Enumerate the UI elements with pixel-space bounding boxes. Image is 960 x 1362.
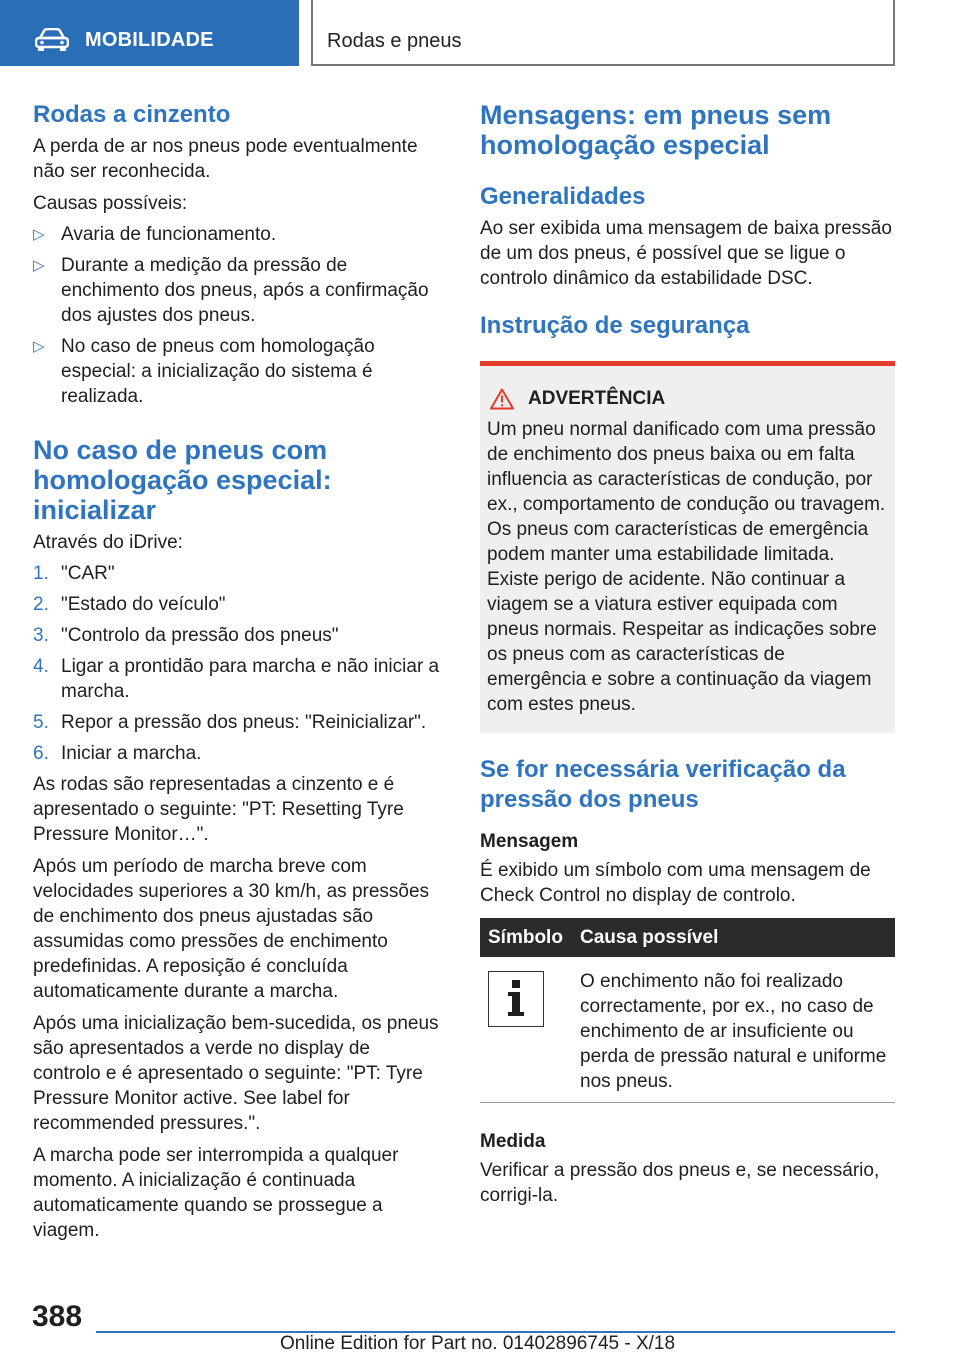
heading-check-pressure: Se for necessária verificação da pressão dos pneus — [480, 756, 846, 813]
footer-edition: Online Edition for Part no. 01402896745 - X/18 — [280, 1333, 676, 1354]
paragraph: Ao ser exibida uma mensagem de baixa pressão de um dos pneus, é possível que se ligue o controlo dinâmico da estabilidade DSC. — [480, 218, 892, 289]
heading-general: Generalidades — [480, 183, 646, 210]
heading-initialize: No caso de pneus com homologação especial: inicializar — [33, 435, 332, 525]
chapter-title: Rodas e pneus — [327, 30, 462, 52]
triangle-bullet-icon: ▷ — [33, 257, 45, 274]
list-item: 3. "Controlo da pressão dos pneus" — [33, 625, 339, 646]
causes-list — [33, 222, 441, 409]
chapter-header — [311, 0, 895, 66]
table-cell-cause: O enchimento não foi realizado correctamente, por ex., no caso de enchimento de ar insuficiente ou perda de pressão natural e uniforme nos pneus. — [572, 957, 895, 1103]
list-item: 6. Iniciar a marcha. — [33, 743, 202, 764]
paragraph: Após um período de marcha breve com velocidades superiores a 30 km/h, as pressões de enchimento dos pneus ajustadas são assumidas como pressões de enchimento predefinidas. A reposição é concluída automaticamente durante a marcha. — [33, 856, 430, 1002]
heading-messages: Mensagens: em pneus sem homologação especial — [480, 100, 832, 160]
paragraph: A perda de ar nos pneus pode eventualmente não ser reconhecida. — [33, 136, 418, 182]
table-header-symbol: Símbolo — [480, 918, 572, 957]
paragraph: Verificar a pressão dos pneus e, se necessário, corrigi-la. — [480, 1160, 880, 1206]
warning-text: Um pneu normal danificado com uma pressão de enchimento dos pneus baixa ou em falta influencia as características de condução, por ex., comportamento de condução ou travagem. Os pneus com características de emergência podem manter uma estabilidade limitada. Existe perigo de acidente. Não continuar a viagem se a viatura estiver equipada com pneus normais. Respeitar as indicações sobre os pneus com as características de emergência e sobre a continuação da viagem com estes pneus. — [487, 419, 886, 715]
left-column — [33, 100, 441, 1243]
warning-title: ADVERTÊNCIA — [487, 386, 888, 411]
car-icon — [35, 28, 69, 52]
subheading-medida: Medida — [480, 1131, 546, 1152]
paragraph: É exibido um símbolo com uma mensagem de Check Control no display de controlo. — [480, 860, 871, 906]
triangle-bullet-icon: ▷ — [33, 338, 45, 355]
list-item: ▷ Durante a medição da pressão de enchimento dos pneus, após a confirmação dos ajustes dos pneus. — [33, 255, 429, 326]
symbol-table — [480, 918, 895, 1103]
heading-safety: Instrução de segurança — [480, 312, 750, 339]
paragraph: Através do iDrive: — [33, 532, 183, 553]
list-item: 2. "Estado do veículo" — [33, 594, 226, 615]
list-item: ▷ Avaria de funcionamento. — [33, 224, 277, 245]
right-column — [480, 100, 895, 1208]
list-item: 4. Ligar a prontidão para marcha e não iniciar a marcha. — [33, 656, 440, 702]
list-item: 1. "CAR" — [33, 563, 115, 584]
table-row — [480, 957, 895, 1103]
list-item: ▷ No caso de pneus com homologação especial: a inicialização do sistema é realizada. — [33, 336, 375, 407]
list-item: 5. Repor a pressão dos pneus: "Reinicializar". — [33, 712, 427, 733]
page-header — [0, 0, 960, 66]
paragraph: Após uma inicialização bem-sucedida, os pneus são apresentados a verde no display de controlo e é apresentado o seguinte: "PT: Tyre Pressure Monitor active. See label for recommended pressures.". — [33, 1013, 439, 1134]
info-icon — [488, 971, 544, 1027]
steps-list — [33, 561, 441, 766]
table-header-cause: Causa possível — [572, 918, 895, 957]
section-label: MOBILIDADE — [85, 29, 214, 51]
paragraph: Causas possíveis: — [33, 193, 188, 214]
heading-grey-wheels: Rodas a cinzento — [33, 101, 231, 128]
paragraph: A marcha pode ser interrompida a qualquer momento. A inicialização é continuada automaticamente quando se prossegue a viagem. — [33, 1145, 399, 1241]
section-tab[interactable] — [0, 0, 299, 66]
warning-triangle-icon — [490, 388, 514, 410]
subheading-mensagem: Mensagem — [480, 831, 579, 852]
paragraph: As rodas são representadas a cinzento e é apresentado o seguinte: "PT: Resetting Tyre Pressure Monitor…". — [33, 774, 404, 845]
triangle-bullet-icon: ▷ — [33, 226, 45, 243]
page-number: 388 — [32, 1300, 83, 1333]
warning-box — [480, 361, 895, 733]
